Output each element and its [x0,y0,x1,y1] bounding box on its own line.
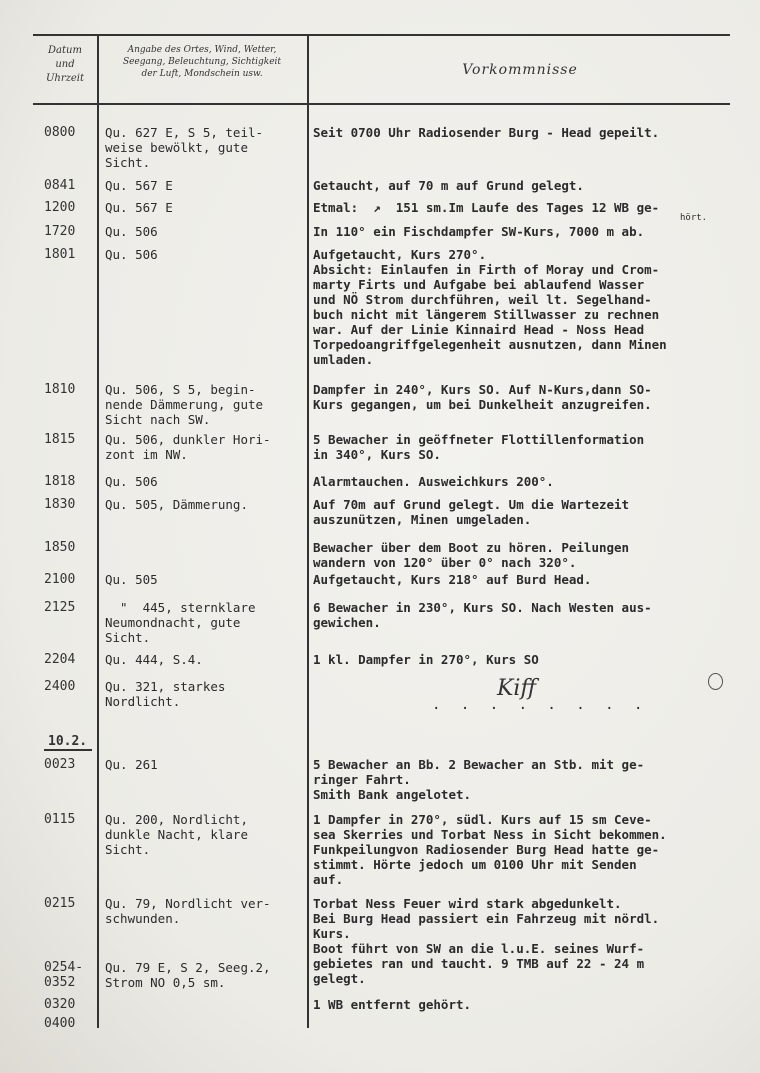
entry-location: Qu. 200, Nordlicht, dunkle Nacht, klare Sicht. [105,812,248,857]
entry-time: 1830 [44,497,76,512]
header-date-time: Datum und Uhrzeit [45,45,85,84]
entry-time: 0320 [44,997,76,1012]
entry-location: Qu. 506 [105,224,158,239]
entry-event: In 110° ein Fischdampfer SW-Kurs, 7000 m ab. [313,224,645,239]
entry-event: 5 Bewacher in geöffneter Flottillenformation in 340°, Kurs SO. [313,432,645,462]
circle-mark [708,673,723,690]
entry-location: Qu. 567 E [105,200,173,215]
entry-location: Qu. 506 [105,474,158,489]
entry-event: Getaucht, auf 70 m auf Grund gelegt. [313,178,584,193]
dotted-line: . . . . . . . . [432,697,649,713]
entry-event: 5 Bewacher an Bb. 2 Bewacher an Stb. mit ge- ringer Fahrt. Smith Bank angelotet. [313,757,645,802]
entry-time: 1200 [44,200,76,215]
entry-time: 2100 [44,572,76,587]
entry-time: 0023 [44,757,76,772]
entry-event: Auf 70m auf Grund gelegt. Um die Wartezeit auszunützen, Minen umgeladen. [313,497,630,527]
signature: Kiff [497,676,537,701]
entry-time: 1810 [44,382,76,397]
header-location-weather: Angabe des Ortes, Wind, Wetter, Seegang, Beleuchtung, Sichtigkeit der Luft, Mondschein usw. [122,45,282,79]
entry-location: Qu. 79 E, S 2, Seeg.2, Strom NO 0,5 sm. [105,960,271,990]
entry-time: 1801 [44,247,76,262]
entry-event: Aufgetaucht, Kurs 218° auf Burd Head. [313,572,592,587]
entry-event: Torbat Ness Feuer wird stark abgedunkelt. Bei Burg Head passiert ein Fahrzeug mit nördl. Kurs. Boot führt von SW an die l.u.E. seines Wurf- gebietes ran und taucht. 9 TMB auf 22 - 24 m gelegt. [313,896,660,986]
entry-location: Qu. 627 E, S 5, teil- weise bewölkt, gute Sicht. [105,125,264,170]
entry-time: 10.2. [48,734,88,749]
entry-time: 1850 [44,540,76,555]
entry-location: Qu. 505 [105,572,158,587]
entry-location: Qu. 261 [105,757,158,772]
entry-event: Dampfer in 240°, Kurs SO. Auf N-Kurs,dann SO- Kurs gegangen, um bei Dunkelheit anzugreifen. [313,382,652,412]
entry-event: Bewacher über dem Boot zu hören. Peilungen wandern von 120° über 0° nach 320°. [313,540,630,570]
entry-location: Qu. 506 [105,247,158,262]
column-divider-2 [307,35,309,1028]
entry-time: 0115 [44,812,76,827]
entry-time: 0800 [44,125,76,140]
date-underline [44,749,92,751]
entry-time: 0841 [44,178,76,193]
entry-location: Qu. 321, starkes Nordlicht. [105,679,226,709]
entry-location: Qu. 505, Dämmerung. [105,497,248,512]
entry-location: Qu. 567 E [105,178,173,193]
top-rule [33,34,730,36]
entry-time: 1720 [44,224,76,239]
entry-event: 6 Bewacher in 230°, Kurs SO. Nach Westen aus- gewichen. [313,600,652,630]
header-events: Vorkommnisse [462,62,578,78]
entry-location: Qu. 444, S.4. [105,652,203,667]
entry-location: Qu. 79, Nordlicht ver- schwunden. [105,896,271,926]
header-bottom-rule [33,103,730,105]
entry-time: 2400 [44,679,76,694]
entry-event: Seit 0700 Uhr Radiosender Burg - Head gepeilt. [313,125,660,140]
entry-event: 1 Dampfer in 270°, südl. Kurs auf 15 sm Ceve- sea Skerries und Torbat Ness in Sicht bekommen. Funkpeilungvon Radiosender Burg Head hatte ge- stimmt. Hörte jedoch um 0100 Uhr mit Senden auf. [313,812,667,887]
column-divider-1 [97,35,99,1028]
entry-location: " 445, sternklare Neumondnacht, gute Sicht. [105,600,256,645]
entry-event: 1 WB entfernt gehört. [313,997,472,1012]
entry-event: Etmal: ↗ 151 sm.Im Laufe des Tages 12 WB ge- [313,200,660,215]
entry-time: 1815 [44,432,76,447]
hoert-annotation: hört. [680,213,708,223]
entry-time: 0254- 0352 [44,960,84,990]
entry-time: 0215 [44,896,76,911]
entry-event: Alarmtauchen. Ausweichkurs 200°. [313,474,554,489]
entry-time: 1818 [44,474,76,489]
entry-event: Aufgetaucht, Kurs 270°. Absicht: Einlaufen in Firth of Moray und Crom- marty Firts und Aufgabe bei ablaufend Wasser und NÖ Strom durchführen, weil lt. Segelhand- buch nicht mit längerem Stillwasser zu rechnen war. Auf der Linie Kinnaird Head - Noss Head Torpedoangriffgelegenheit ausnutzen, dann Minen umladen. [313,247,667,367]
entry-time: 0400 [44,1016,76,1031]
entry-time: 2204 [44,652,76,667]
entry-time: 2125 [44,600,76,615]
entry-event: 1 kl. Dampfer in 270°, Kurs SO [313,652,539,667]
entry-location: Qu. 506, S 5, begin- nende Dämmerung, gute Sicht nach SW. [105,382,264,427]
entry-location: Qu. 506, dunkler Hori- zont im NW. [105,432,271,462]
